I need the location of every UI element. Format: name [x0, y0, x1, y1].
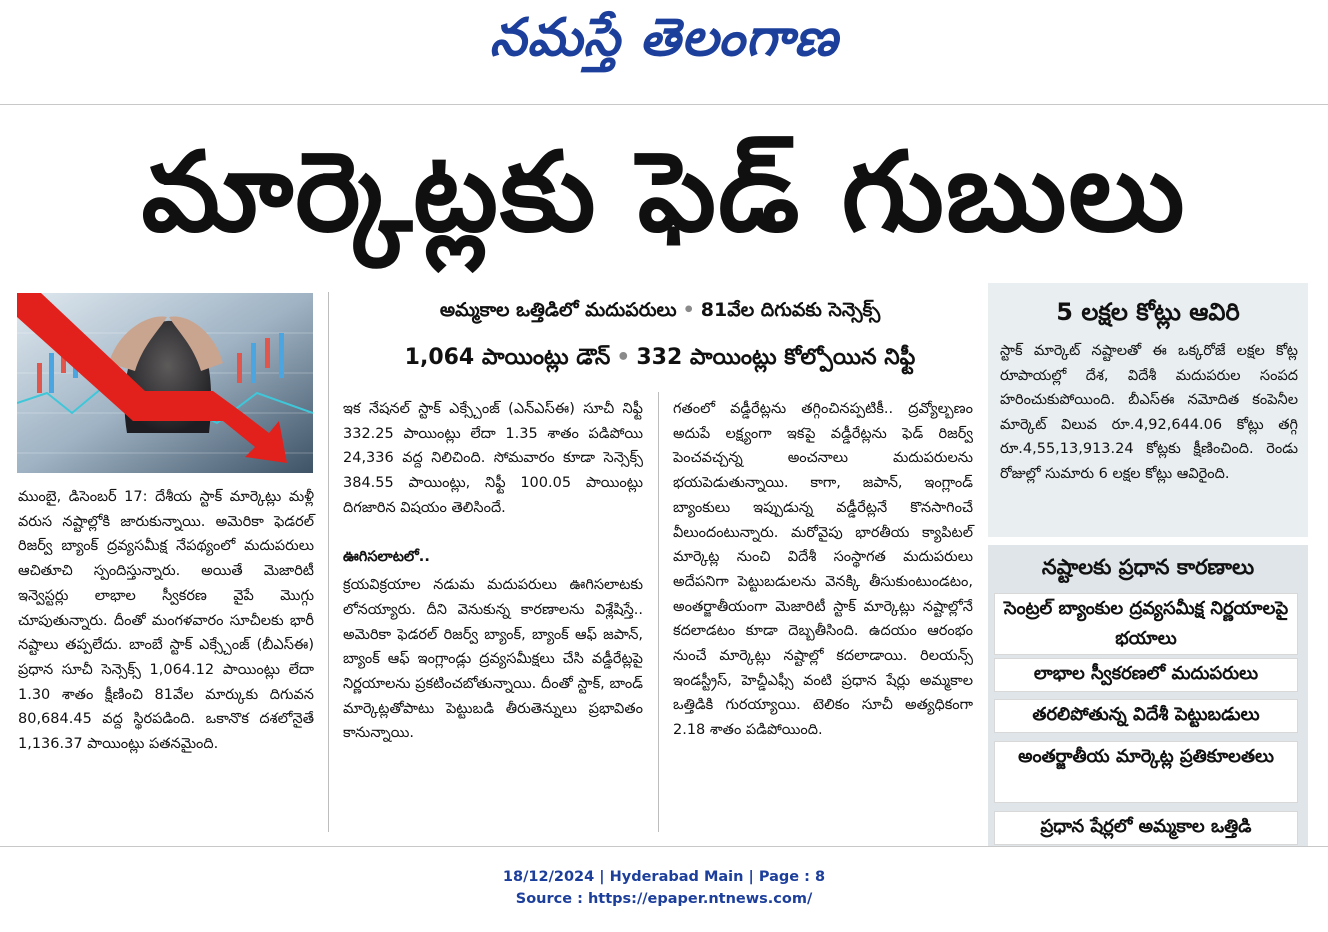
article-paragraph: ముంబై, డిసెంబర్ 17: దేశీయ స్టాక్ మార్కెట్లు మళ్లీ వరుస నష్టాల్లోకి జారుకున్నాయి. అమెరికా ఫెడరల్ రిజర్వ్ బ్యాంక్ ద్రవ్యసమీక్ష నేపథ్యంలో మదుపరులు ఆచితూచి స్పందిస్తున్నారు. అయితే మెజారిటీ ఇన్వెస్టర్లు లాభాల స్వీకరణ వైపే మొగ్గు చూపుతున్నారు. దీంతో మంగళవారం సూచీలకు భారీ నష్టాలు తప్పలేదు. బాంబే స్టాక్ ఎక్స్చేంజ్ (బీఎస్ఈ) ప్రధాన సూచీ సెన్సెక్స్ 1,064.12 పాయింట్లు లేదా 1.30 శాతం క్షీణించి 81వేల మార్కుకు దిగువన 80,684.45 వద్ద స్థిరపడింది. ఒకానొక దశలోనైతే 1,136.37 పాయింట్లు పతనమైంది. — [18, 489, 314, 753]
subhead-nifty-points-lost: 332 పాయింట్లు కోల్పోయిన నిఫ్టీ — [636, 345, 916, 370]
subhead-line-2 — [330, 338, 990, 378]
article-column-2 — [343, 397, 643, 746]
newspaper-logo: నమస్తే తెలంగాణ — [489, 8, 839, 68]
article-paragraph: గతంలో వడ్డీరేట్లను తగ్గించినప్పటికీ.. ద్రవ్యోల్బణం అదుపే లక్ష్యంగా ఇకపై వడ్డీరేట్లను ఫెడ్ రిజర్వ్ పెంచవచ్చన్న అంచనాలు మదుపరులను భయపెడుతున్నాయి. కాగా, జపాన్, ఇంగ్లాండ్ బ్యాంకులు ఇప్పుడున్న వడ్డీరేట్లనే కొనసాగించే వీలుందంటున్నారు. మరోవైపు భారతీయ క్యాపిటల్ మార్కెట్ల నుంచి విదేశీ సంస్థాగత మదుపరులు అదేపనిగా పెట్టుబడులను వెనక్కి తీసుకుంటుండటం, అంతర్జాతీయంగా మెజారిటీ స్టాక్ మార్కెట్లు నష్టాల్లోనే కదలాడటం కూడా దెబ్బతీసింది. ఉదయం ఆరంభం నుంచే మార్కెట్లు నష్టాల్లో కదలాడాయి. రిలయన్స్ ఇండస్ట్రీస్, హెచ్డీఎఫ్సీ వంటి ప్రధాన షేర్లు అమ్మకాల ఒత్తిడికి గురయ్యాయి. టెలికం సూచీ అత్యధికంగా 2.18 శాతం పడిపోయింది. — [673, 401, 973, 739]
article-column-1 — [18, 485, 314, 757]
column-divider — [658, 392, 659, 832]
column-divider — [328, 292, 329, 832]
subhead-sensex-below-81k: 81వేల దిగువకు సెన్సెక్స్ — [700, 299, 881, 321]
article-column-3 — [673, 397, 973, 743]
article-paragraph: క్రయవిక్రయాల నడుమ మదుపరులు ఊగిసలాటకు లోనయ్యారు. దీని వెనుకున్న కారణాలను విశ్లేషిస్తే.. అమెరికా ఫెడరల్ రిజర్వ్ బ్యాంక్, బ్యాంక్ ఆఫ్ జపాన్, బ్యాంక్ ఆఫ్ ఇంగ్లాండ్లు ద్రవ్యసమీక్షలు చేసి వడ్డీరేట్లపై నిర్ణయాలను ప్రకటించబోతున్నాయి. దీంతో స్టాక్, బాండ్ మార్కెట్లతోపాటు పెట్టుబడి తీరుతెన్నులు ప్రభావితం కానున్నాయి. — [343, 577, 643, 742]
reason-item: తరలిపోతున్న విదేశీ పెట్టుబడులు — [994, 699, 1298, 733]
headline: మార్కెట్లకు ఫెడ్ గుబులు — [141, 128, 1187, 256]
reason-item: లాభాల స్వీకరణలో మదుపరులు — [994, 658, 1298, 692]
stock-crash-photo — [17, 293, 313, 473]
footer-date-edition: 18/12/2024 | Hyderabad Main | Page : 8 — [502, 869, 826, 885]
crosshead: ఊగిసలాటలో.. — [343, 548, 430, 565]
sidebar-box-title: 5 లక్షల కోట్లు ఆవిరి — [1056, 298, 1240, 326]
subhead-line-1 — [330, 292, 990, 328]
footer-source-link[interactable]: Source : https://epaper.ntnews.com/ — [515, 891, 813, 907]
sidebar-box — [988, 283, 1308, 537]
subhead-sensex-points-down: 1,064 పాయింట్లు డౌన్ — [404, 345, 611, 370]
stock-crash-illustration — [17, 293, 313, 473]
bullet-dot: • — [616, 345, 631, 370]
reasons-box — [988, 545, 1308, 847]
masthead-divider — [0, 104, 1328, 105]
reason-item: అంతర్జాతీయ మార్కెట్ల ప్రతికూలతలు — [994, 741, 1298, 803]
footer — [0, 866, 1328, 910]
page-bottom-divider — [0, 846, 1328, 847]
reason-item: సెంట్రల్ బ్యాంకుల ద్రవ్యసమీక్ష నిర్ణయాలపై భయాలు — [994, 593, 1298, 655]
article-paragraph: ఇక నేషనల్ స్టాక్ ఎక్స్చేంజ్ (ఎన్ఎస్ఈ) సూచీ నిఫ్టీ 332.25 పాయింట్లు లేదా 1.35 శాతం పడిపోయి 24,336 వద్ద నిలిచింది. సోమవారం కూడా సెన్సెక్స్ 384.55 పాయింట్లు, నిఫ్టీ 100.05 పాయింట్లు దిగజారిన విషయం తెలిసిందే. — [343, 401, 643, 516]
sidebar-box-body: స్టాక్ మార్కెట్ నష్టాలతో ఈ ఒక్కరోజే లక్షల కోట్ల రూపాయల్లో దేశ, విదేశీ మదుపరుల సంపద హరించుకుపోయింది. బీఎస్ఈ నమోదిత కంపెనీల మార్కెట్ విలువ రూ.4,92,644.06 కోట్లు తగ్గి రూ.4,55,13,913.24 కోట్లకు క్షీణించింది. రెండు రోజుల్లో సుమారు 6 లక్షల కోట్లు ఆవిరైంది. — [1000, 343, 1298, 482]
masthead — [0, 0, 1328, 80]
reason-item: ప్రధాన షేర్లలో అమ్మకాల ఒత్తిడి — [994, 811, 1298, 845]
bullet-dot: • — [682, 299, 695, 321]
subhead-investors-pressure: అమ్మకాల ఒత్తిడిలో మదుపరులు — [439, 299, 677, 321]
reasons-title: నష్టాలకు ప్రధాన కారణాలు — [988, 545, 1308, 589]
